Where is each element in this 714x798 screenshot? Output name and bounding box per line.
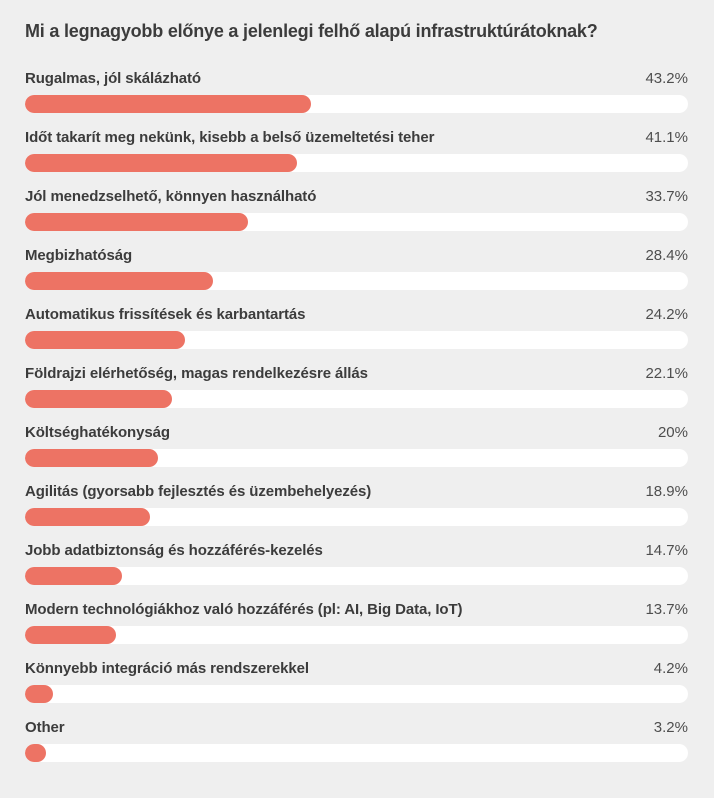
bar-fill bbox=[25, 390, 172, 408]
category-label: Jobb adatbiztonság és hozzáférés-kezelés bbox=[25, 542, 323, 559]
bar-row bbox=[25, 187, 688, 231]
category-label: Időt takarít meg nekünk, kisebb a belső üzemeltetési teher bbox=[25, 129, 435, 146]
bar-track bbox=[25, 213, 688, 231]
bar-track bbox=[25, 449, 688, 467]
category-label: Költséghatékonyság bbox=[25, 424, 170, 441]
category-label: Rugalmas, jól skálázható bbox=[25, 70, 201, 87]
category-label: Földrajzi elérhetőség, magas rendelkezésre állás bbox=[25, 365, 368, 382]
bar-row bbox=[25, 541, 688, 585]
bar-track bbox=[25, 272, 688, 290]
bar-row-header bbox=[25, 600, 688, 620]
bar-row-header bbox=[25, 187, 688, 207]
bar-row bbox=[25, 482, 688, 526]
bar-fill bbox=[25, 154, 297, 172]
bar-fill bbox=[25, 272, 213, 290]
value-label: 20% bbox=[657, 424, 688, 441]
bar-row bbox=[25, 69, 688, 113]
bar-track bbox=[25, 331, 688, 349]
category-label: Modern technológiákhoz való hozzáférés (pl: AI, Big Data, IoT) bbox=[25, 601, 463, 618]
bar-fill bbox=[25, 213, 248, 231]
bar-track bbox=[25, 567, 688, 585]
value-label: 33.7% bbox=[645, 188, 688, 205]
bar-fill bbox=[25, 744, 46, 762]
bar-track bbox=[25, 508, 688, 526]
category-label: Megbizhatóság bbox=[25, 247, 133, 264]
bar-track bbox=[25, 95, 688, 113]
bar-row bbox=[25, 423, 688, 467]
value-label: 43.2% bbox=[645, 70, 688, 87]
bar-fill bbox=[25, 449, 158, 467]
value-label: 18.9% bbox=[645, 483, 688, 500]
chart-title: Mi a legnagyobb előnye a jelenlegi felhő alapú infrastruktúrátoknak? bbox=[25, 21, 598, 41]
bar-fill bbox=[25, 626, 116, 644]
value-label: 13.7% bbox=[645, 601, 688, 618]
value-label: 14.7% bbox=[645, 542, 688, 559]
category-label: Agilitás (gyorsabb fejlesztés és üzembehelyezés) bbox=[25, 483, 372, 500]
bar-row-header bbox=[25, 246, 688, 266]
bar-row-header bbox=[25, 423, 688, 443]
bar-row-header bbox=[25, 364, 688, 384]
bar-row-header bbox=[25, 128, 688, 148]
bar-track bbox=[25, 390, 688, 408]
bar-row-header bbox=[25, 718, 688, 738]
bar-row-header bbox=[25, 69, 688, 89]
bar-row bbox=[25, 364, 688, 408]
bar-row-header bbox=[25, 659, 688, 679]
bar-row bbox=[25, 600, 688, 644]
value-label: 3.2% bbox=[653, 719, 688, 736]
bar-row bbox=[25, 246, 688, 290]
bar-track bbox=[25, 744, 688, 762]
bar-track bbox=[25, 154, 688, 172]
value-label: 28.4% bbox=[645, 247, 688, 264]
bar-track bbox=[25, 626, 688, 644]
value-label: 22.1% bbox=[645, 365, 688, 382]
bar-row-header bbox=[25, 541, 688, 561]
category-label: Other bbox=[25, 719, 65, 736]
bar-row bbox=[25, 659, 688, 703]
bar-fill bbox=[25, 685, 53, 703]
category-label: Jól menedzselhető, könnyen használható bbox=[25, 188, 317, 205]
bar-fill bbox=[25, 95, 311, 113]
bar-fill bbox=[25, 567, 122, 585]
value-label: 24.2% bbox=[645, 306, 688, 323]
bar-fill bbox=[25, 331, 185, 349]
bar-track bbox=[25, 685, 688, 703]
bar-fill bbox=[25, 508, 150, 526]
value-label: 4.2% bbox=[653, 660, 688, 677]
bar-row-header bbox=[25, 482, 688, 502]
value-label: 41.1% bbox=[645, 129, 688, 146]
bar-chart bbox=[25, 69, 688, 762]
bar-row bbox=[25, 305, 688, 349]
bar-row bbox=[25, 718, 688, 762]
bar-row-header bbox=[25, 305, 688, 325]
bar-row bbox=[25, 128, 688, 172]
category-label: Automatikus frissítések és karbantartás bbox=[25, 306, 306, 323]
category-label: Könnyebb integráció más rendszerekkel bbox=[25, 660, 309, 677]
